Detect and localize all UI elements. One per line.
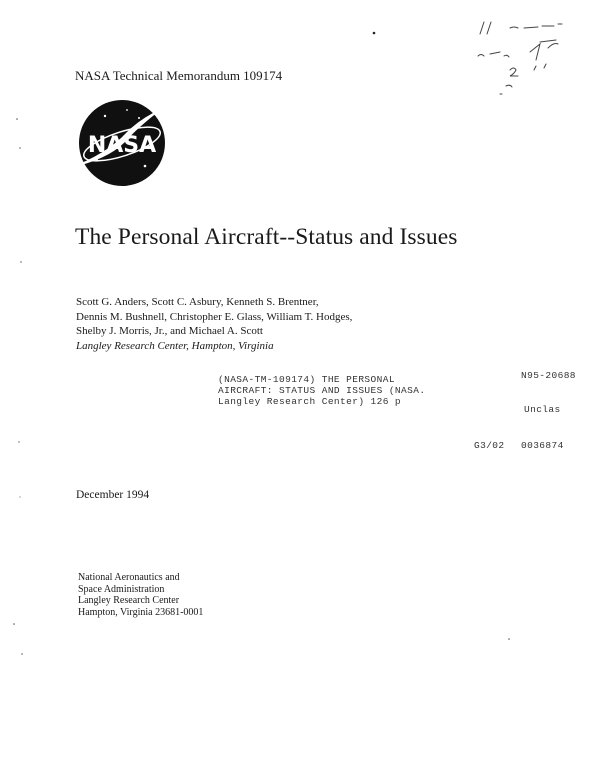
nasa-logo-icon (67, 98, 171, 188)
accession-number: N95-20688 (521, 370, 576, 381)
document-title: The Personal Aircraft--Status and Issues (75, 224, 458, 250)
category-code: G3/02 (474, 440, 505, 451)
address-line: Space Administration (78, 583, 165, 595)
report-series: NASA Technical Memorandum 109174 (75, 68, 283, 83)
author-block (76, 295, 352, 353)
affiliation: Langley Research Center, Hampton, Virginia (76, 339, 274, 352)
author-line: Scott G. Anders, Scott C. Asbury, Kenneth S. Brentner, (76, 296, 319, 308)
address-line: Hampton, Virginia 23681-0001 (78, 606, 204, 618)
address-line: Langley Research Center (78, 595, 180, 606)
category-number: 0036874 (521, 440, 564, 451)
author-line: Shelby J. Morris, Jr., and Michael A. Scott (76, 325, 263, 337)
publication-date: December 1994 (76, 489, 150, 501)
nasa-logo-text: NASA (87, 133, 157, 158)
citation-line: AIRCRAFT: STATUS AND ISSUES (NASA. (218, 385, 426, 396)
citation-block (218, 374, 425, 407)
author-line: Dennis M. Bushnell, Christopher E. Glass, William T. Hodges, (76, 310, 353, 323)
unclas-label: Unclas (524, 404, 561, 415)
citation-line: (NASA-TM-109174) THE PERSONAL (218, 374, 395, 385)
address-line: National Aeronautics and (78, 572, 180, 583)
publisher-address (78, 572, 203, 618)
citation-line: Langley Research Center) 126 p (218, 396, 402, 407)
handwritten-notes-icon (448, 12, 598, 102)
